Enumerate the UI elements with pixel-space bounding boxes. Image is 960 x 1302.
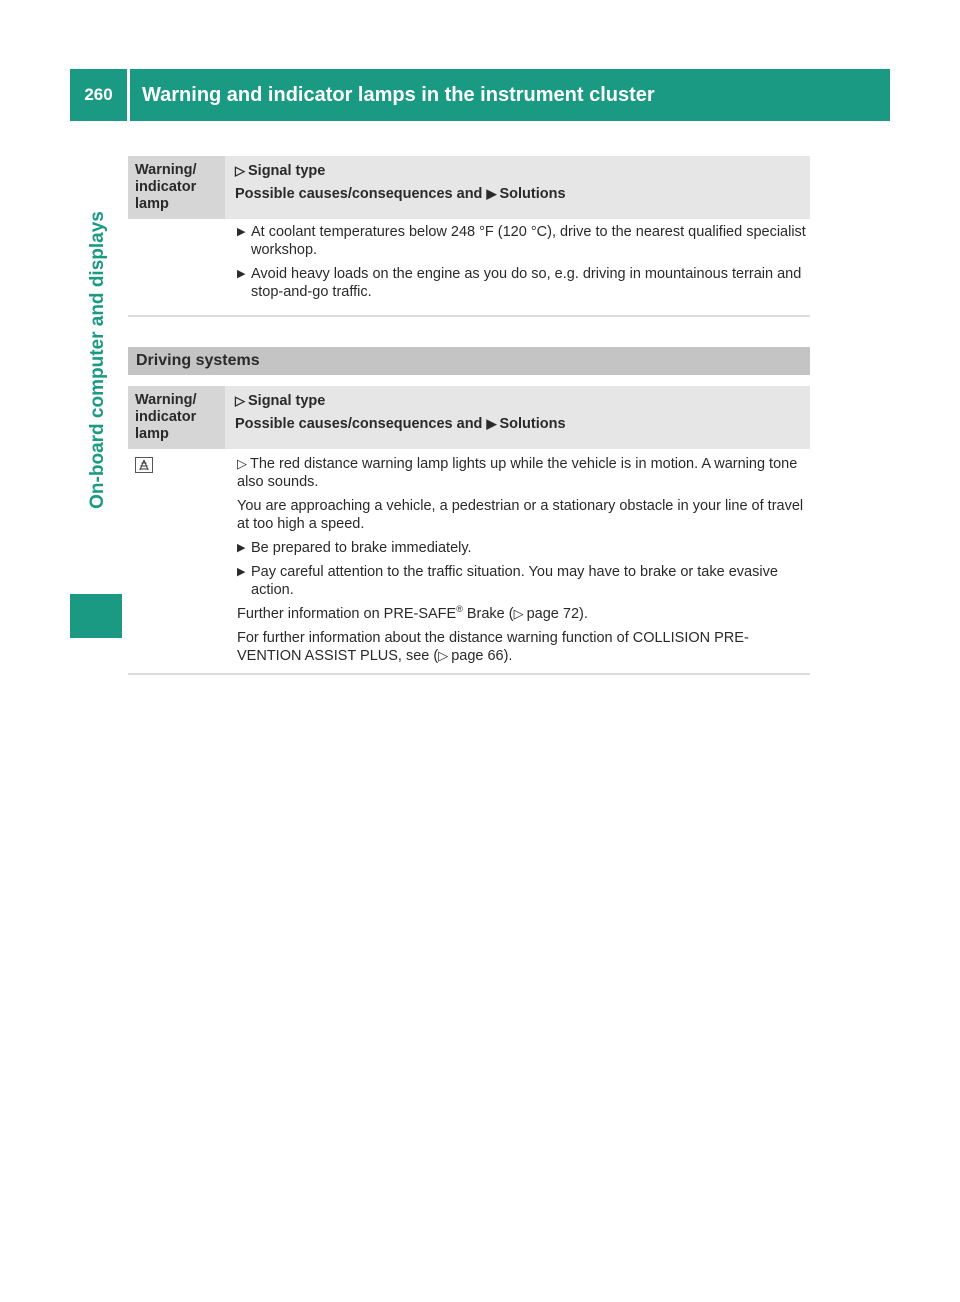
- chapter-side-label-text: On-board computer and displays: [87, 211, 108, 509]
- chapter-side-block: [70, 594, 122, 638]
- signal-type-icon: ▷: [235, 393, 245, 408]
- page-ref-link[interactable]: page 66).: [451, 648, 513, 664]
- list-item: ▶ Be prepared to brake immediately.: [237, 540, 472, 556]
- page-header: [70, 69, 890, 121]
- page-number: 260: [84, 85, 113, 104]
- pre-safe-reference: Further information on PRE-SAFE® Brake (▷ page 72).: [237, 604, 588, 622]
- signal-type-icon: ▷: [235, 163, 245, 178]
- page-title: Warning and indicator lamps in the instrument cluster: [142, 83, 655, 106]
- section-heading: Driving systems: [128, 347, 810, 375]
- table-bottom-rule: [128, 673, 810, 675]
- bullet-arrow-icon: ▶: [237, 268, 246, 280]
- solutions-arrow-icon: ▶: [486, 186, 497, 201]
- bullet-arrow-icon: ▶: [237, 542, 246, 554]
- lamp-column-header: Warning/ indicator lamp: [128, 386, 225, 449]
- description-column-header: ▷ Signal type Possible causes/consequences and ▶ Solutions: [225, 156, 810, 219]
- collision-prevention-reference: For further information about the distance warning function of COLLISION PRE-VENTION ASSIST PLUS, see (▷ page 66).: [237, 630, 749, 664]
- table-header: [128, 156, 810, 219]
- warning-lamp-table-1: [128, 156, 810, 317]
- chapter-side-label: [82, 132, 114, 588]
- lamp-column-header: Warning/ indicator lamp: [128, 156, 225, 219]
- header-divider: [127, 69, 130, 121]
- warning-lamp-table-2: [128, 386, 810, 675]
- table-row: ▷ The red distance warning lamp lights up while the vehicle is in motion. A warning tone also sounds. You are approaching a vehicle, a pedestrian or a stationary obstacle in your line of travel at too high a speed. ▶ Be prepared to brake immediately. ▶ Pay careful attention to the traffic situation. You may have to brake or take evasive action. Further information on PRE-SAFE® Brake (▷ page 72). For further information about the distance warning function of COLLISION PRE-VENTION ASSIST PLUS, see (▷ page 66).: [128, 449, 810, 673]
- list-item: ▶ Avoid heavy loads on the engine as you do so, e.g. driving in mountainous terrain and stop-and-go traffic.: [237, 266, 802, 300]
- page-ref-icon: ▷: [513, 606, 524, 621]
- signal-type-icon: ▷: [237, 456, 247, 471]
- page-ref-link[interactable]: page 72).: [526, 606, 588, 622]
- description-column-header: ▷ Signal type Possible causes/consequences and ▶ Solutions: [225, 386, 810, 449]
- list-item: ▶ At coolant temperatures below 248 °F (120 °C), drive to the nearest qualified specialist workshop.: [237, 224, 806, 258]
- distance-warning-lamp-icon: [135, 457, 153, 473]
- list-item: ▶ Pay careful attention to the traffic situation. You may have to brake or take evasive action.: [237, 564, 778, 598]
- table-bottom-rule: [128, 315, 810, 317]
- bullet-arrow-icon: ▶: [237, 226, 246, 238]
- table-header: [128, 386, 810, 449]
- bullet-arrow-icon: ▶: [237, 566, 246, 578]
- solutions-arrow-icon: ▶: [486, 416, 497, 431]
- page-ref-icon: ▷: [438, 648, 449, 663]
- table-row: [128, 219, 810, 315]
